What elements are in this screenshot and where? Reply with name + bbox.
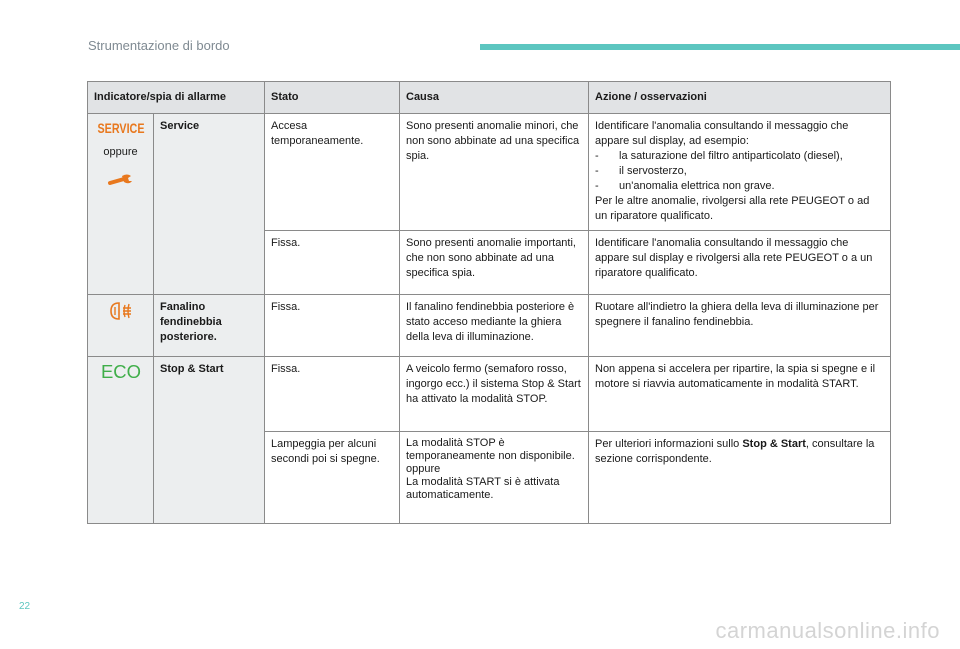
service-stato-2: Fissa.	[265, 231, 400, 295]
table-row	[88, 295, 891, 357]
stopstart-causa-1: A veicolo fermo (semaforo rosso, ingorgo ecc.) il sistema Stop & Start ha attivato la modalità STOP.	[400, 357, 589, 432]
fog-stato: Fissa.	[265, 295, 400, 357]
stopstart-stato-1: Fissa.	[265, 357, 400, 432]
header-stato: Stato	[265, 82, 400, 114]
wrench-icon	[108, 170, 134, 188]
svg-text:ECO: ECO	[100, 362, 141, 382]
fog-azione: Ruotare all'indietro la ghiera della leva di illuminazione per spegnere il fanalino fendinebbia.	[589, 295, 891, 357]
table-row	[88, 357, 891, 432]
service-azione-2: Identificare l'anomalia consultando il messaggio che appare sul display e rivolgersi alla rete PEUGEOT o a un riparatore qualificato.	[589, 231, 891, 295]
page-number: 22	[19, 601, 31, 612]
header-causa: Causa	[400, 82, 589, 114]
fog-causa: Il fanalino fendinebbia posteriore è stato acceso mediante la ghiera della leva di illuminazione.	[400, 295, 589, 357]
watermark: carmanualsonline.info	[715, 618, 940, 643]
azione-prefix: Per ulteriori informazioni sullo	[595, 438, 743, 450]
table-header-row	[88, 82, 891, 114]
azione-bold: Stop & Start	[742, 438, 806, 450]
causa-line: La modalità STOP è temporaneamente non disponibile.	[406, 437, 575, 462]
azione-suffix: , consultare la sezione corrispondente.	[595, 438, 875, 465]
eco-icon	[99, 362, 143, 382]
azione-outro: Per le altre anomalie, rivolgersi alla rete PEUGEOT o ad un riparatore qualificato.	[595, 195, 870, 222]
eco-icon-cell	[88, 357, 154, 524]
azione-intro: Identificare l'anomalia consultando il messaggio che appare sul display, ad esempio:	[595, 120, 849, 147]
rear-fog-lamp-icon	[108, 300, 134, 322]
bullet-text: il servosterzo,	[619, 165, 687, 177]
stopstart-stato-2: Lampeggia per alcuni secondi poi si spegne.	[265, 432, 400, 524]
bullet-item: - un'anomalia elettrica non grave.	[595, 180, 775, 192]
bullet-text: un'anomalia elettrica non grave.	[619, 180, 775, 192]
stopstart-azione-2	[589, 432, 891, 524]
stopstart-name-cell: Stop & Start	[154, 357, 265, 524]
stopstart-azione-1: Non appena si accelera per ripartire, la spia si spegne e il motore si riavvia automaticamente in modalità START.	[589, 357, 891, 432]
oppure-label: oppure	[103, 146, 138, 158]
warning-lights-table	[87, 81, 891, 524]
stopstart-causa-2	[400, 432, 589, 524]
service-warning-icon	[96, 119, 146, 137]
header-azione: Azione / osservazioni	[589, 82, 891, 114]
svg-text:SERVICE: SERVICE	[97, 120, 144, 136]
bullet-text: la saturazione del filtro antiparticolato (diesel),	[619, 150, 843, 162]
causa-line: oppure	[406, 463, 441, 475]
bullet-item: - la saturazione del filtro antiparticolato (diesel),	[595, 150, 843, 162]
service-causa-2: Sono presenti anomalie importanti, che non sono abbinate ad una specifica spia.	[400, 231, 589, 295]
service-stato-1: Accesa temporaneamente.	[265, 114, 400, 231]
header-indicatore: Indicatore/spia di allarme	[88, 82, 265, 114]
service-icon-cell	[88, 114, 154, 295]
page-header-title: Strumentazione di bordo	[88, 38, 230, 53]
fog-icon-cell	[88, 295, 154, 357]
service-name-cell: Service	[154, 114, 265, 295]
bullet-item: - il servosterzo,	[595, 165, 687, 177]
service-causa-1: Sono presenti anomalie minori, che non sono abbinate ad una specifica spia.	[400, 114, 589, 231]
fog-name-cell: Fanalino fendinebbia posteriore.	[154, 295, 265, 357]
service-azione-1	[589, 114, 891, 231]
header-accent-bar	[480, 44, 960, 50]
causa-line: La modalità START si è attivata automaticamente.	[406, 476, 560, 501]
table-row	[88, 114, 891, 231]
